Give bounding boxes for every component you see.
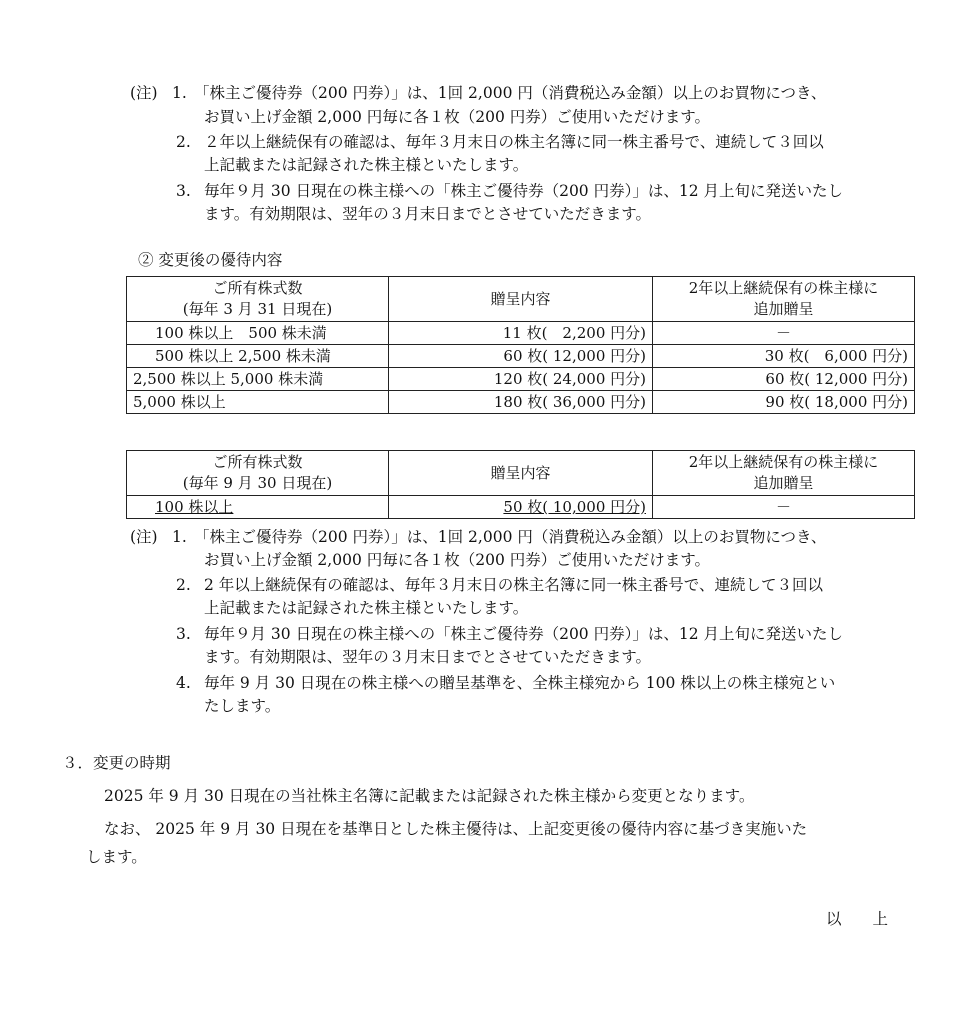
note-text: お買い上げ金額 2,000 円毎に各１枚（200 円券）ご使用いただけます。 (204, 551, 711, 569)
note-text: たします。 (204, 697, 281, 715)
table-row (127, 368, 915, 391)
cell-gift (389, 496, 653, 519)
note-label: (注) (130, 84, 158, 102)
header-shares-line1: ご所有株式数 (212, 279, 303, 297)
table-header-row (127, 451, 915, 496)
cell-gift: 11 枚( 2,200 円分) (389, 322, 653, 345)
cell-extra: 60 枚( 12,000 円分) (653, 368, 915, 391)
note-text: 上記載または記録された株主様といたします。 (204, 156, 529, 174)
note-text: お買い上げ金額 2,000 円毎に各１枚（200 円券）ご使用いただけます。 (204, 108, 711, 126)
cell-shares: 100 株以上 500 株未満 (127, 322, 389, 345)
cell-shares (127, 496, 389, 519)
note-number: 2. (176, 133, 191, 151)
header-extra-line1: 2年以上継続保有の株主様に (688, 279, 879, 297)
cell-shares-text: 100 株以上 (155, 498, 234, 516)
table-row (127, 496, 915, 519)
header-shares-line2: (毎年 3 月 31 日現在) (182, 300, 333, 318)
header-shares (127, 277, 389, 322)
note-number: 1. (172, 84, 187, 102)
note-text: ２年以上継続保有の確認は、毎年３月末日の株主名簿に同一株主番号で、連続して３回以 (204, 133, 824, 151)
header-gift: 贈呈内容 (389, 277, 653, 322)
note-text: 毎年 9 月 30 日現在の株主様への贈呈基準を、全株主様宛から 100 株以上の株主様宛とい (204, 674, 836, 692)
note-number: 3. (176, 182, 191, 200)
benefits-table-september (126, 450, 915, 519)
note-text: ます。有効期限は、翌年の３月末日までとさせていただきます。 (204, 648, 652, 666)
cell-gift: 60 枚( 12,000 円分) (389, 345, 653, 368)
cell-extra: 30 枚( 6,000 円分) (653, 345, 915, 368)
cell-gift-text: 50 枚( 10,000 円分) (503, 498, 646, 516)
note-text: 「株主ご優待券（200 円券）」は、1回 2,000 円（消費税込み金額）以上のお買物につき、 (194, 84, 827, 102)
paragraph: 2025 年 9 月 30 日現在の当社株主名簿に記載または記録された株主様から変更となります。 (104, 787, 755, 805)
section-heading: ② 変更後の優待内容 (138, 251, 283, 269)
table-header-row (127, 277, 915, 322)
header-extra (653, 451, 915, 496)
table-row (127, 391, 915, 414)
paragraph: します。 (86, 848, 147, 866)
cell-shares: 2,500 株以上 5,000 株未満 (127, 368, 389, 391)
cell-extra: 90 枚( 18,000 円分) (653, 391, 915, 414)
table-row (127, 322, 915, 345)
note-text: 「株主ご優待券（200 円券）」は、1回 2,000 円（消費税込み金額）以上のお買物につき、 (194, 528, 827, 546)
note-text: 2 年以上継続保有の確認は、毎年３月末日の株主名簿に同一株主番号で、連続して３回以 (204, 576, 823, 594)
cell-shares: 5,000 株以上 (127, 391, 389, 414)
header-extra-line2: 追加贈呈 (753, 300, 814, 318)
header-shares-line1: ご所有株式数 (212, 453, 303, 471)
note-text: 上記載または記録された株主様といたします。 (204, 599, 529, 617)
note-number: 4. (176, 674, 191, 692)
note-number: 3. (176, 625, 191, 643)
section-heading: ３．変更の時期 (62, 754, 171, 772)
cell-extra: － (653, 322, 915, 345)
header-shares-line2: (毎年 9 月 30 日現在) (182, 474, 333, 492)
header-gift: 贈呈内容 (389, 451, 653, 496)
benefits-table-march (126, 276, 915, 414)
note-text: 毎年９月 30 日現在の株主様への「株主ご優待券（200 円券）」は、12 月上旬に発送いたし (204, 625, 843, 643)
header-extra-line2: 追加贈呈 (753, 474, 814, 492)
note-text: 毎年９月 30 日現在の株主様への「株主ご優待券（200 円券）」は、12 月上旬に発送いたし (204, 182, 843, 200)
header-shares (127, 451, 389, 496)
header-extra (653, 277, 915, 322)
note-label: (注) (130, 528, 158, 546)
cell-gift: 180 枚( 36,000 円分) (389, 391, 653, 414)
note-number: 2. (176, 576, 191, 594)
table-row (127, 345, 915, 368)
cell-gift: 120 枚( 24,000 円分) (389, 368, 653, 391)
paragraph: なお、 2025 年 9 月 30 日現在を基準日とした株主優待は、上記変更後の優待内容に基づき実施いた (104, 820, 808, 838)
note-text: ます。有効期限は、翌年の３月末日までとさせていただきます。 (204, 205, 652, 223)
note-number: 1. (172, 528, 187, 546)
header-extra-line1: 2年以上継続保有の株主様に (688, 453, 879, 471)
cell-extra: － (653, 496, 915, 519)
cell-shares: 500 株以上 2,500 株未満 (127, 345, 389, 368)
closing-mark: 以 上 (826, 910, 889, 928)
